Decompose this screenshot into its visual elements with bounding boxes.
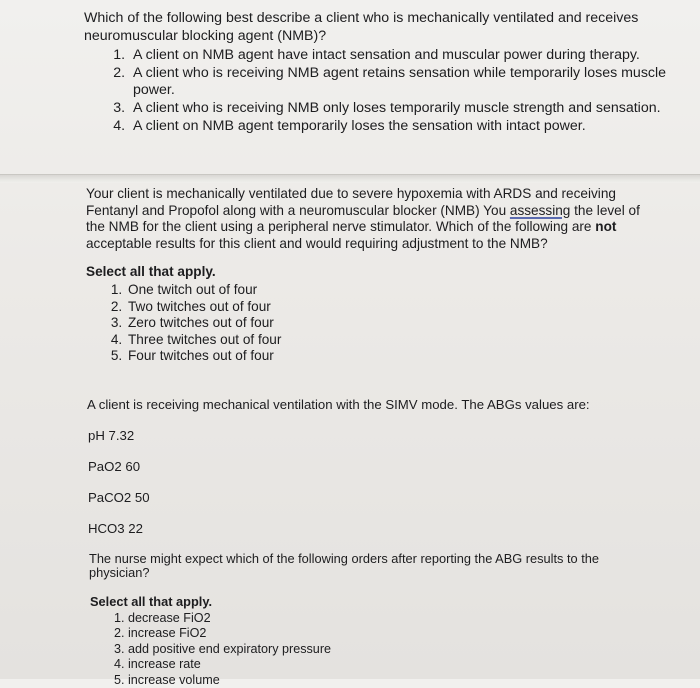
question-1-stem: Which of the following best describe a client who is mechanically ventilated and receives neuromuscular blocking agent (NMB)? — [84, 10, 639, 44]
emphasis-not: not — [595, 219, 617, 235]
abg-value: PaCO2 50 — [88, 490, 150, 505]
question-2-stem-part: acceptable results for this client and would requiring adjustment to the NMB? — [86, 235, 548, 251]
question-1-option: 2. A client who is receiving NMB agent retains sensation while temporarily loses muscle power. — [129, 65, 684, 100]
question-2-option: 3. Zero twitches out of four — [126, 315, 656, 332]
select-all-label: Select all that apply. — [90, 593, 213, 609]
question-3-option: 3. add positive end expiratory pressure — [128, 642, 647, 658]
question-2-option: 4. Three twitches out of four — [126, 332, 656, 349]
question-1-option: 1. A client on NMB agent have intact sensation and muscular power during therapy. — [129, 47, 684, 65]
question-1-options — [84, 47, 684, 135]
question-3-option: 4. increase rate — [128, 657, 647, 673]
question-2-option: 2. Two twitches out of four — [126, 299, 656, 316]
question-2-option: 1. One twitch out of four — [126, 282, 656, 299]
question-2 — [86, 186, 656, 365]
abg-value: pH 7.32 — [88, 428, 135, 443]
question-3 — [87, 397, 647, 688]
question-3-options — [87, 611, 647, 688]
question-2-stem-part: the level of the NMB for the client using a peripheral nerve stimulator. Which of the following are — [86, 202, 640, 235]
question-3-option: 5. increase volume — [128, 673, 647, 688]
question-2-stem-part: Your client is mechanically ventilated due to severe hypoxemia with ARDS and receiving Fentanyl and Propofol along with a neuromuscular blocker (NMB) You — [86, 186, 616, 218]
question-3-option: 1. decrease FiO2 — [128, 611, 647, 627]
question-1-option: 3. A client who is receiving NMB only loses temporarily muscle strength and sensation. — [129, 100, 684, 118]
question-2-option: 5. Four twitches out of four — [126, 348, 656, 365]
abg-value: PaO2 60 — [88, 459, 141, 474]
abg-value: HCO3 22 — [88, 521, 143, 536]
section-divider — [0, 174, 700, 183]
question-3-option: 2. increase FiO2 — [128, 626, 647, 642]
spellcheck-underlined-word: assessing — [509, 202, 571, 218]
question-1-option: 4. A client on NMB agent temporarily loses the sensation with intact power. — [129, 118, 684, 136]
question-2-options — [86, 282, 656, 365]
question-2-stem — [86, 186, 656, 252]
question-3-stem: The nurse might expect which of the following orders after reporting the ABG results to the physician? — [89, 551, 600, 581]
question-3-intro: A client is receiving mechanical ventilation with the SIMV mode. The ABGs values are: — [87, 397, 590, 412]
select-all-label: Select all that apply. — [86, 264, 216, 280]
question-1 — [84, 10, 684, 135]
